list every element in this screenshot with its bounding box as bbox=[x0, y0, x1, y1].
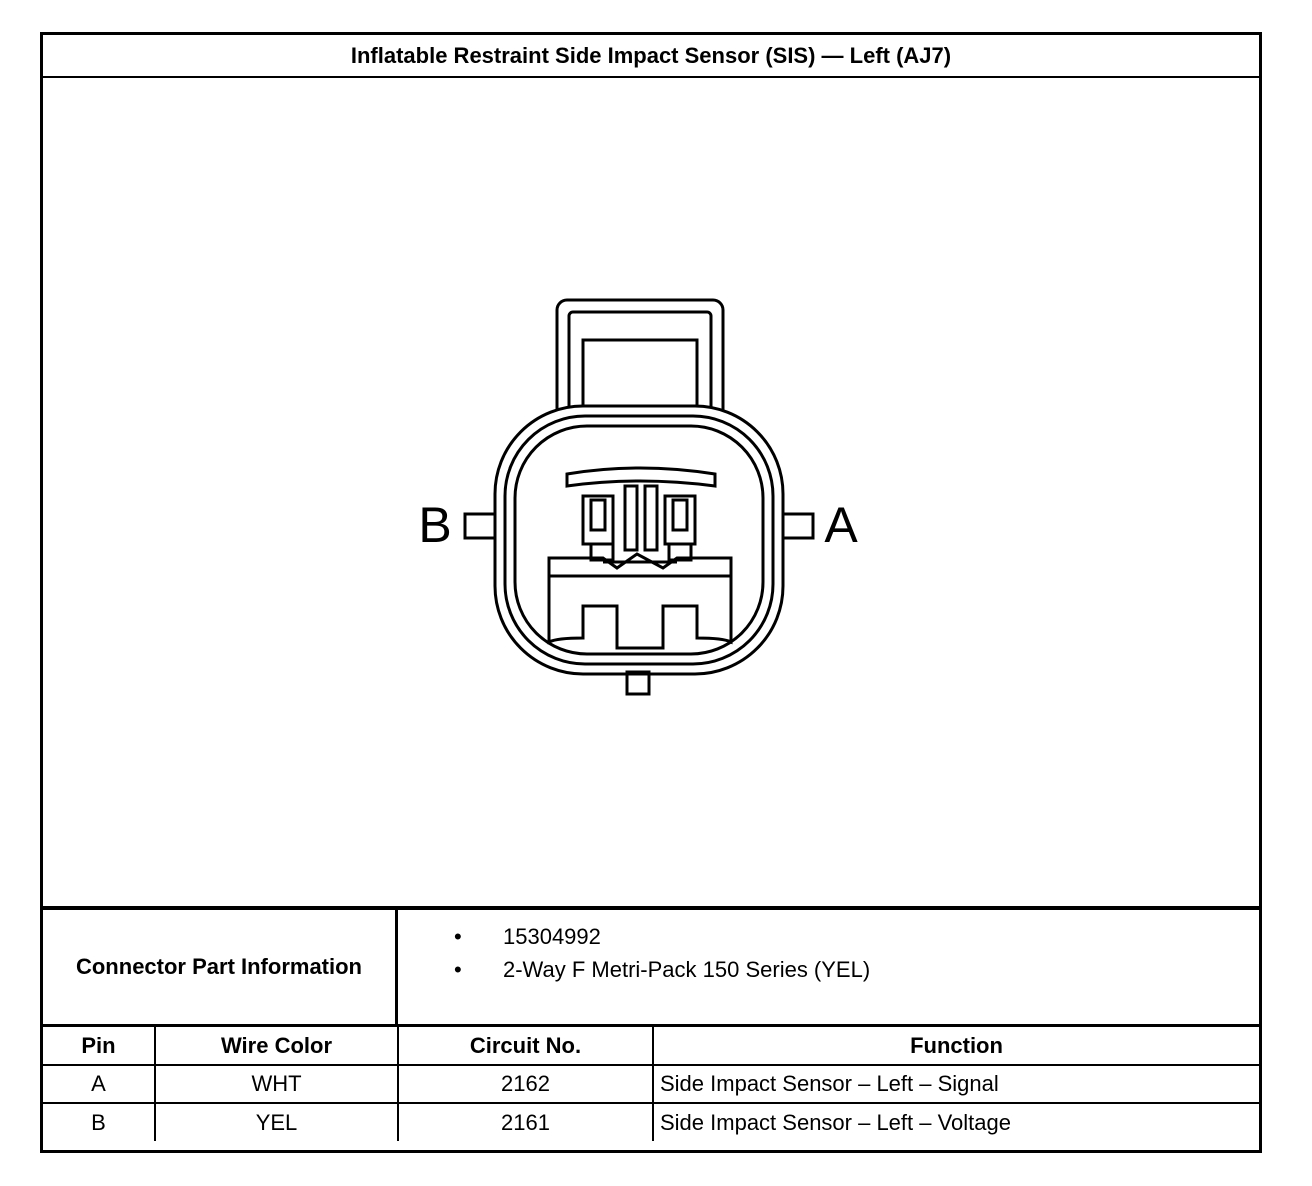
header-wire-color: Wire Color bbox=[155, 1027, 398, 1065]
table-row bbox=[43, 1103, 1259, 1141]
part-number: 15304992 bbox=[503, 924, 601, 949]
cell-circuit: 2162 bbox=[398, 1065, 653, 1103]
part-description: 2-Way F Metri-Pack 150 Series (YEL) bbox=[503, 957, 871, 982]
bullet-icon: • bbox=[454, 957, 462, 982]
cell-wire-color: YEL bbox=[155, 1103, 398, 1141]
header-function: Function bbox=[653, 1027, 1259, 1065]
cell-function: Side Impact Sensor – Left – Signal bbox=[653, 1065, 1259, 1103]
connector-sheet bbox=[40, 32, 1262, 1153]
cell-pin: B bbox=[43, 1103, 155, 1141]
pin-table-header bbox=[43, 1027, 1259, 1065]
part-info-list bbox=[398, 910, 1259, 1024]
cell-pin: A bbox=[43, 1065, 155, 1103]
rib-right bbox=[783, 514, 813, 538]
connector-part-info bbox=[43, 910, 1259, 1027]
bullet-icon: • bbox=[454, 924, 462, 949]
pin-label-b: B bbox=[418, 497, 452, 553]
pin-table bbox=[43, 1027, 1259, 1141]
header-circuit: Circuit No. bbox=[398, 1027, 653, 1065]
cell-wire-color: WHT bbox=[155, 1065, 398, 1103]
pin-label-a: A bbox=[824, 497, 858, 553]
page-title: Inflatable Restraint Side Impact Sensor (SIS) — Left (AJ7) bbox=[43, 35, 1259, 78]
part-info-label: Connector Part Information bbox=[43, 910, 398, 1024]
header-pin: Pin bbox=[43, 1027, 155, 1065]
cell-function: Side Impact Sensor – Left – Voltage bbox=[653, 1103, 1259, 1141]
table-row bbox=[43, 1065, 1259, 1103]
connector-face-drawing bbox=[43, 78, 1259, 906]
rib-left bbox=[465, 514, 495, 538]
cell-circuit: 2161 bbox=[398, 1103, 653, 1141]
connector-diagram bbox=[43, 78, 1259, 910]
